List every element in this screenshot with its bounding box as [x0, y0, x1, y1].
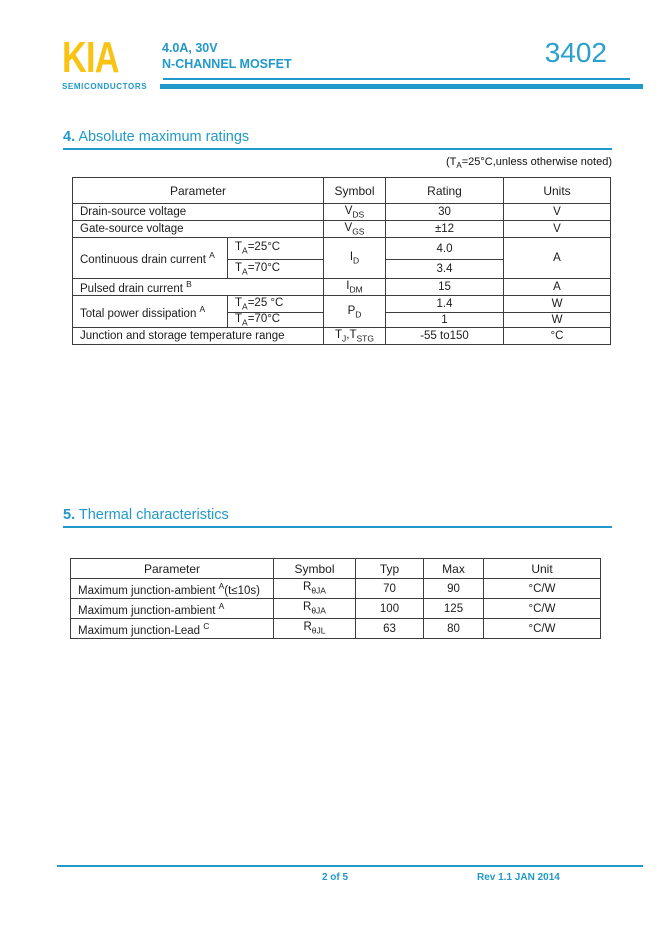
part-type-line: N-CHANNEL MOSFET [162, 57, 292, 71]
revision-label: Rev 1.1 JAN 2014 [477, 872, 560, 883]
cell-units: V [504, 221, 611, 238]
section5-number: 5. [63, 507, 76, 523]
cell-symbol: $I_{DM}$ [324, 279, 386, 296]
col-header-parameter: Parameter [73, 178, 324, 204]
section5-underline [63, 526, 612, 528]
cell-rating: ±12 [386, 221, 504, 238]
cell-rating: 30 [386, 204, 504, 221]
cell-typ: 70 [356, 579, 424, 599]
cell-symbol: $V_{DS}$ [324, 204, 386, 221]
cell-units: V [504, 204, 611, 221]
cell-unit: °C/W [484, 579, 601, 599]
conditions-note: ($T_A=25^\circ C,unless$ otherwise noted) [446, 156, 612, 171]
col-header-symbol: Symbol [274, 559, 356, 579]
cell-rating: 4.0 [386, 238, 504, 260]
col-header-unit: Unit [484, 559, 601, 579]
cell-typ: 63 [356, 619, 424, 639]
cell-units: W [504, 296, 611, 313]
cell-parameter: Maximum junction-ambient $^A$ [71, 599, 274, 619]
table-row [71, 579, 601, 599]
cell-units: °C [504, 328, 611, 345]
cell-symbol: $R_{\theta JA}$ [274, 599, 356, 619]
cell-symbol: $R_{\theta JA}$ [274, 579, 356, 599]
section5-heading [63, 507, 229, 523]
part-description [162, 40, 292, 72]
table-row [73, 238, 611, 260]
table-row [73, 221, 611, 238]
cell-parameter: Drain-source voltage [73, 204, 324, 221]
cell-rating: 1.4 [386, 296, 504, 313]
cell-unit: °C/W [484, 599, 601, 619]
col-header-typ: Typ [356, 559, 424, 579]
cell-parameter: Maximum junction-Lead $^C$ [71, 619, 274, 639]
part-rating-line: 4.0A, 30V [162, 41, 218, 55]
table-row [73, 328, 611, 345]
part-number: 3402 [544, 37, 607, 68]
page-indicator: 2 of 5 [321, 872, 349, 883]
table-header-row [71, 559, 601, 579]
cell-parameter: Total power dissipation $^A$ [73, 296, 228, 328]
cell-max: 125 [424, 599, 484, 619]
col-header-max: Max [424, 559, 484, 579]
col-header-units: Units [504, 178, 611, 204]
col-header-rating: Rating [386, 178, 504, 204]
absolute-maximum-ratings-table [72, 177, 611, 345]
section4-title: Absolute maximum ratings [75, 129, 250, 145]
cell-parameter: Continuous drain current $^A$ [73, 238, 228, 279]
col-header-symbol: Symbol [324, 178, 386, 204]
cell-rating: 15 [386, 279, 504, 296]
cell-rating: -55 to150 [386, 328, 504, 345]
kia-logo-text: KIA [62, 33, 119, 82]
header-thin-rule [163, 78, 630, 80]
cell-parameter: Gate-source voltage [73, 221, 324, 238]
table-row [71, 619, 601, 639]
table-header-row [73, 178, 611, 204]
cell-rating: 1 [386, 313, 504, 328]
section4-underline [63, 148, 612, 150]
thermal-characteristics-table [70, 558, 601, 639]
cell-typ: 100 [356, 599, 424, 619]
section4-heading [63, 129, 249, 145]
table-row [73, 296, 611, 313]
table-row [73, 279, 611, 296]
cell-units: A [504, 238, 611, 279]
section4-number: 4. [63, 129, 76, 145]
cell-parameter: Pulsed drain current $^B$ [73, 279, 324, 296]
cell-unit: °C/W [484, 619, 601, 639]
logo-subtext: SEMICONDUCTORS [62, 82, 148, 91]
cell-rating: 3.4 [386, 260, 504, 279]
cell-max: 90 [424, 579, 484, 599]
col-header-parameter: Parameter [71, 559, 274, 579]
cell-parameter: Junction and storage temperature range [73, 328, 324, 345]
cell-symbol: $T_J,T_{STG}$ [324, 328, 386, 345]
cell-condition: $T_A=70^\circ C$ [228, 260, 324, 279]
cell-max: 80 [424, 619, 484, 639]
cell-symbol: $P_D$ [324, 296, 386, 328]
table-row [71, 599, 601, 619]
cell-symbol: $R_{\theta JL}$ [274, 619, 356, 639]
cell-units: A [504, 279, 611, 296]
cell-condition: $T_A=70^\circ C$ [228, 313, 324, 328]
footer-rule [57, 865, 643, 867]
cell-condition: $T_A=25$ °C [228, 296, 324, 313]
cell-symbol: $V_{GS}$ [324, 221, 386, 238]
section5-title: Thermal characteristics [75, 507, 229, 523]
header-thick-rule [160, 84, 643, 89]
cell-symbol: $I_D$ [324, 238, 386, 279]
table-row [73, 204, 611, 221]
cell-condition: $T_A=25^\circ C$ [228, 238, 324, 260]
kia-logo [62, 33, 135, 82]
cell-units: W [504, 313, 611, 328]
cell-parameter: Maximum junction-ambient $^A$(t≤10s) [71, 579, 274, 599]
